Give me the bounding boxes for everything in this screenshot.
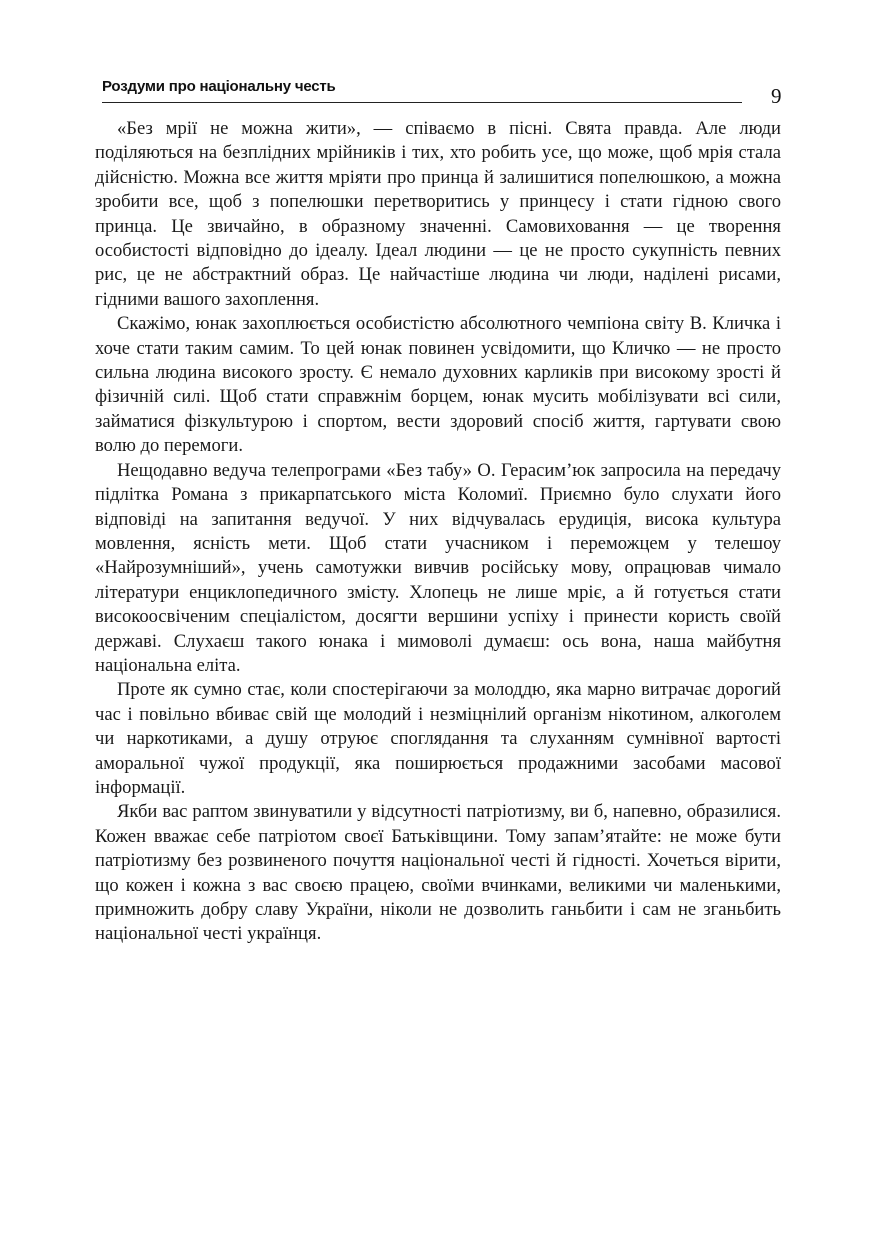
paragraph-2: Скажімо, юнак захоплюється особистістю абсолютного чемпіона світу В. Кличка і хоче стати таким самим. То цей юнак повинен усвідомити, що Кличко — не просто сильна людина високого зросту. Є немало духовних карликів при високому зрості й фізичній силі. Щоб стати справжнім борцем, юнак мусить мобілізувати всі сили, займатися фізкультурою і спортом, вести здоровий спосіб життя, гартувати свою волю до перемоги. bbox=[95, 313, 781, 457]
paragraph-3: Нещодавно ведуча телепрограми «Без табу» О. Герасим’юк запросила на передачу підлітка Романа з прикарпатського міста Коломиї. Приємно було слухати його відповіді на запитання ведучої. У них відчувалась ерудиція, висока культура мовлення, ясність мети. Щоб стати учасником і переможцем у телешоу «Найрозумніший», учень самотужки вивчив російську мову, опрацював чимало літератури енциклопедичного змісту. Хлопець не лише мріє, а й готується стати високоосвіченим спеціалістом, досягти вершини успіху і принести користь своїй державі. Слухаєш такого юнака і мимоволі думаєш: ось вона, наша майбутня національна еліта. bbox=[95, 459, 781, 676]
paragraph-5: Якби вас раптом звинуватили у відсутності патріотизму, ви б, напевно, образилися. Кожен вважає себе патріотом своєї Батьківщини. Тому запам’ятайте: не може бути патріотизму без розвиненого почуття національної честі й гідності. Хочеться вірити, що кожен і кожна з вас своєю працею, своїми вчинками, великими чи маленькими, примножить добру славу України, ніколи не дозволить ганьбити і сам не зганьбить національної честі українця. bbox=[95, 801, 781, 945]
body-text bbox=[95, 117, 781, 947]
paragraph-1: «Без мрії не можна жити», — співаємо в пісні. Свята правда. Але люди поділяються на безплідних мрійників і тих, хто робить усе, що може, щоб мрія стала дійсністю. Можна все життя мріяти про принца й залишитися попелюшкою, а можна зробити все, щоб з попелюшки перетворитись у принцесу і стати гідною свого принца. Це звичайно, в образному значенні. Самовиховання — це творення особистості відповідно до ідеалу. Ідеал людини — це не просто сукупність певних рис, це не абстрактний образ. Це найчастіше людина чи люди, наділені рисами, гідними вашого захоплення. bbox=[95, 118, 781, 310]
running-header bbox=[102, 76, 742, 103]
paragraph-4: Проте як сумно стає, коли спостерігаючи за молоддю, яка марно витрачає дорогий час і повільно вбиває свій ще молодий і незміцнілий організм нікотином, алкоголем чи наркотиками, а душу отруює споглядання та слуханням сумнівної вартості аморальної чужої продукції, яка поширюється продажними засобами масової інформації. bbox=[95, 679, 781, 798]
running-title: Роздуми про національну честь bbox=[102, 78, 336, 95]
page-number: 9 bbox=[771, 84, 782, 108]
